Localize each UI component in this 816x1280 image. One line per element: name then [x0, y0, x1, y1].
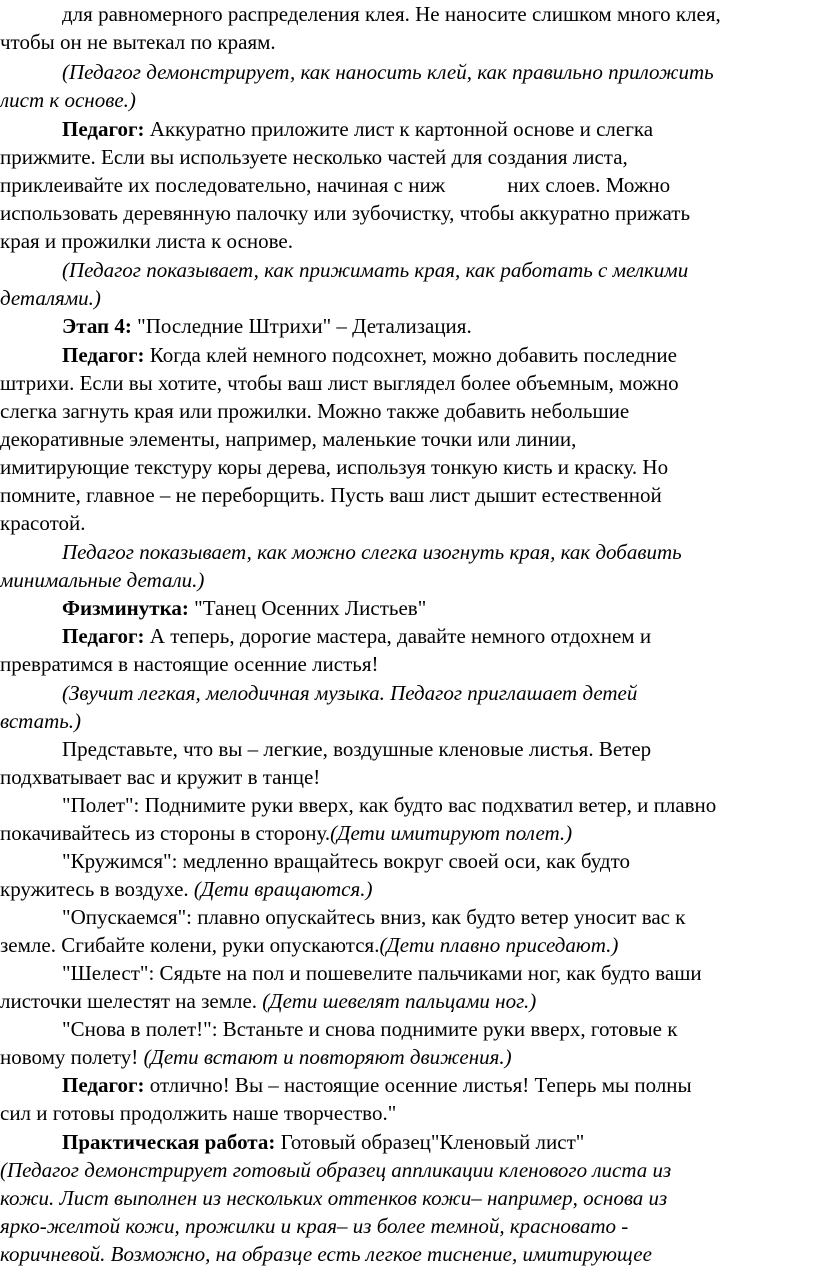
text-line: кружитесь в воздухе. (Дети вращаются.): [0, 877, 373, 901]
italic-note: деталями.): [0, 286, 101, 310]
text-line: для равномерного распределения клея. Не наносите слишком много клея,: [62, 2, 721, 26]
text-line: подхватывает вас и кружит в танце!: [0, 765, 321, 789]
text-line: превратимся в настоящие осенние листья!: [0, 652, 379, 676]
paragraph-speaker: Педагог: Аккуратно приложите лист к картонной основе и слегка: [62, 117, 654, 141]
exercise-line: "Шелест": Сядьте на пол и пошевелите пальчиками ног, как будто ваши: [62, 961, 702, 985]
action-note: (Дети вращаются.): [193, 877, 373, 901]
text-line: красотой.: [0, 511, 86, 535]
section-label: Физминутка:: [62, 596, 189, 620]
text-line: помните, главное – не переборщить. Пусть ваш лист дышит естественной: [0, 483, 662, 507]
section-heading: Практическая работа: Готовый образец"Кленовый лист": [62, 1130, 585, 1154]
exercise-line: "Кружимся": медленно вращайтесь вокруг своей оси, как будто: [62, 849, 630, 873]
speaker-label: Педагог:: [62, 1073, 145, 1097]
text-line: прижмите. Если вы используете несколько частей для создания листа,: [0, 145, 628, 169]
text-line: земле. Сгибайте колени, руки опускаются.(Дети плавно приседают.): [0, 933, 619, 957]
italic-note: (Педагог демонстрирует, как наносить клей, как правильно приложить: [62, 60, 714, 84]
text-line: Представьте, что вы – легкие, воздушные кленовые листья. Ветер: [62, 737, 652, 761]
text-line: края и прожилки листа к основе.: [0, 229, 293, 253]
section-label: Практическая работа:: [62, 1130, 276, 1154]
speaker-label: Педагог:: [62, 343, 145, 367]
speaker-label: Педагог:: [62, 117, 145, 141]
stage-heading: Этап 4: "Последние Штрихи" – Детализация.: [62, 314, 472, 338]
exercise-line: "Снова в полет!": Встаньте и снова поднимите руки вверх, готовые к: [62, 1017, 678, 1041]
text-line: приклеивайте их последовательно, начиная с ниж них слоев. Можно: [0, 173, 671, 197]
italic-note: (Педагог показывает, как прижимать края, как работать с мелкими: [62, 258, 689, 282]
action-note: (Дети имитируют полет.): [330, 821, 573, 845]
italic-note: Педагог показывает, как можно слегка изогнуть края, как добавить: [62, 540, 682, 564]
text-line: слегка загнуть края или прожилки. Можно также добавить небольшие: [0, 399, 630, 423]
italic-note: (Педагог демонстрирует готовый образец аппликации кленового листа из: [0, 1158, 672, 1182]
action-note: (Дети шевелят пальцами ног.): [262, 989, 537, 1013]
exercise-line: "Опускаемся": плавно опускайтесь вниз, как будто ветер уносит вас к: [62, 905, 686, 929]
italic-note: (Звучит легкая, мелодичная музыка. Педагог приглашает детей: [62, 681, 638, 705]
italic-note: кожи. Лист выполнен из нескольких оттенков кожи– например, основа из: [0, 1186, 668, 1210]
action-note: (Дети встают и повторяют движения.): [143, 1045, 512, 1069]
text-line: новому полету! (Дети встают и повторяют движения.): [0, 1045, 512, 1069]
italic-note: лист к основе.): [0, 88, 136, 112]
paragraph-speaker: Педагог: отлично! Вы – настоящие осенние листья! Теперь мы полны: [62, 1073, 692, 1097]
italic-note: минимальные детали.): [0, 568, 205, 592]
text-line: листочки шелестят на земле. (Дети шевелят пальцами ног.): [0, 989, 537, 1013]
text-line: покачивайтесь из стороны в сторону.(Дети имитируют полет.): [0, 821, 573, 845]
exercise-line: "Полет": Поднимите руки вверх, как будто вас подхватил ветер, и плавно: [62, 793, 717, 817]
action-note: (Дети плавно приседают.): [379, 933, 619, 957]
text-line: использовать деревянную палочку или зубочистку, чтобы аккуратно прижать: [0, 201, 691, 225]
italic-note: встать.): [0, 709, 82, 733]
italic-note: коричневой. Возможно, на образце есть легкое тиснение, имитирующее: [0, 1242, 652, 1266]
text-line: декоративные элементы, например, маленькие точки или линии,: [0, 427, 577, 451]
text-line: чтобы он не вытекал по краям.: [0, 30, 276, 54]
italic-note: ярко-желтой кожи, прожилки и края– из более темной, красновато -: [0, 1214, 629, 1238]
text-line: сил и готовы продолжить наше творчество.": [0, 1101, 397, 1125]
section-heading: Физминутка: "Танец Осенних Листьев": [62, 596, 427, 620]
speaker-label: Педагог:: [62, 624, 145, 648]
paragraph-speaker: Педагог: А теперь, дорогие мастера, давайте немного отдохнем и: [62, 624, 652, 648]
text-line: имитирующие текстуру коры дерева, используя тонкую кисть и краску. Но: [0, 455, 669, 479]
text-line: штрихи. Если вы хотите, чтобы ваш лист выглядел более объемным, можно: [0, 371, 679, 395]
paragraph-speaker: Педагог: Когда клей немного подсохнет, можно добавить последние: [62, 343, 677, 367]
stage-label: Этап 4:: [62, 314, 132, 338]
